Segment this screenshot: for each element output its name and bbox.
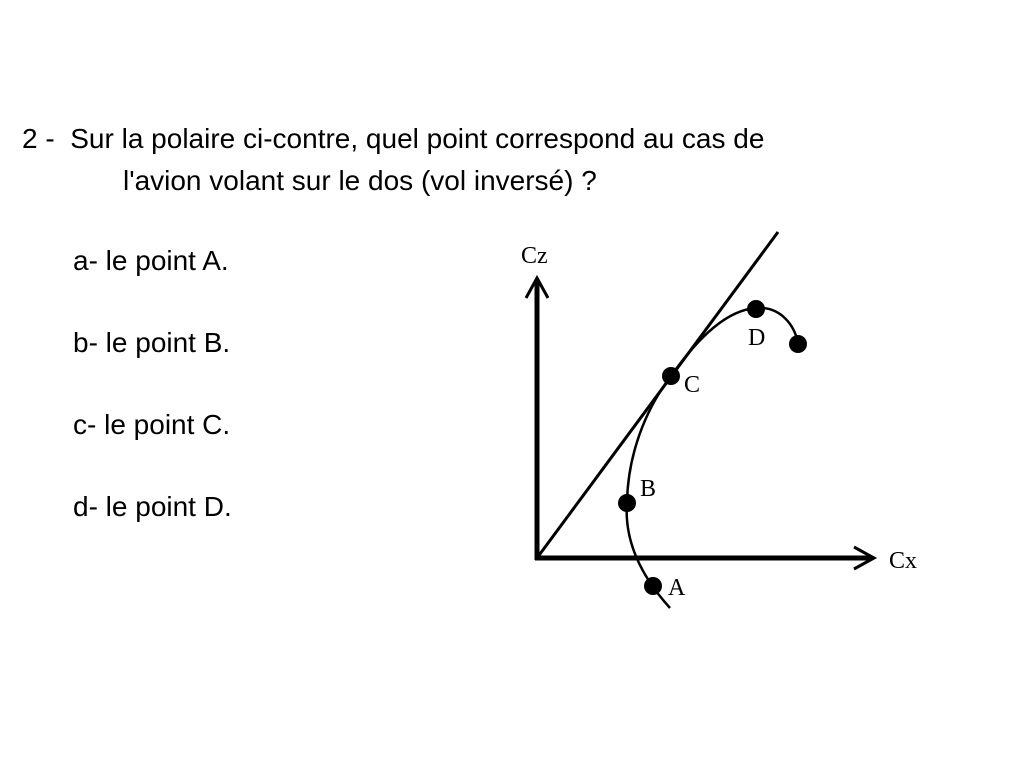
point-c-marker <box>662 367 680 385</box>
point-b-label: B <box>640 476 657 502</box>
cx-axis-label: Cx <box>889 548 918 574</box>
curve-end-marker <box>789 335 807 353</box>
option-a[interactable]: a- le point A. <box>73 245 229 276</box>
question-number: 2 - <box>22 123 55 154</box>
option-b[interactable]: b- le point B. <box>73 327 231 358</box>
point-c-label: C <box>684 372 701 398</box>
option-c[interactable]: c- le point C. <box>73 409 231 440</box>
polar-curve <box>627 308 798 608</box>
question-line-1-text: Sur la polaire ci-contre, quel point correspond au cas de <box>70 123 765 154</box>
question-line-2: l'avion volant sur le dos (vol inversé) ? <box>123 165 597 196</box>
point-d-marker <box>747 300 765 318</box>
point-b-marker <box>618 494 636 512</box>
cz-axis-label: Cz <box>521 243 548 269</box>
option-d[interactable]: d- le point D. <box>73 491 232 522</box>
point-d-label: D <box>748 325 766 351</box>
point-a-label: A <box>668 575 686 601</box>
point-a-marker <box>644 577 662 595</box>
